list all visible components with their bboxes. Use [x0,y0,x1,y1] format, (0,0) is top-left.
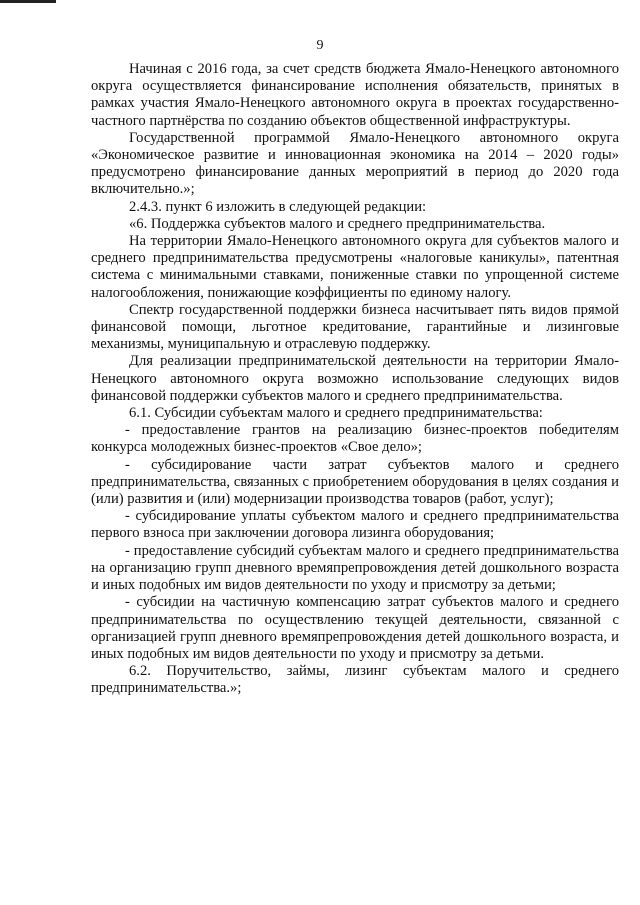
section-heading-6: «6. Поддержка субъектов малого и среднего предпринимательства. [129,215,546,232]
paragraph-state-program: Государственной программой Ямало-Ненецкого автономного округа «Экономическое развитие и инновационная экономика на 2014 – 2020 годы» предусмотрено финансирование данных мероприятий в период до 2020 года включительно.»; [91,129,619,198]
paragraph-item-2-4-3: 2.4.3. пункт 6 изложить в следующей редакции: [129,198,427,215]
paragraph-tax-benefits: На территории Ямало-Ненецкого автономного округа для субъектов малого и среднего предпринимательства предусмотрены «налоговые каникулы», патентная система с минимальными ставками, пониженные ставки по упрощенной системе налогообложения, понижающие коэффициенты по единому налогу. [91,233,619,301]
list-item-compensation-subsidy: - субсидии на частичную компенсацию затрат субъектов малого и среднего предпринимательства по осуществлению текущей деятельности, связанной с организацией групп дневного времяпрепровождения детей дошкольного возраста, и иных подобных им видов деятельности по уходу и присмотру за детьми. [91,594,619,662]
section-heading-6-1: 6.1. Субсидии субъектам малого и среднего предпринимательства: [129,405,543,422]
paragraph-financing-2016: Начиная с 2016 года, за счет средств бюджета Ямало-Ненецкого автономного округа осуществляется финансирование исполнения обязательств, принятых в рамках участия Ямало-Ненецкого автономного округа в проектах государственно-частного партнёрства по созданию объектов общественной инфраструктуры. [91,61,619,129]
page-number: 9 [316,38,324,53]
list-item-leasing-subsidy: - субсидирование уплаты субъектом малого и среднего предпринимательства первого взноса при заключении договора лизинга оборудования; [91,508,619,542]
list-item-equipment-subsidy: - субсидирование части затрат субъектов малого и среднего предпринимательства, связанных с приобретением оборудования в целях создания и (или) развития и (или) модернизации производства товаров (работ, услуг); [91,456,619,508]
document-body [91,61,619,698]
paragraph-support-spectrum: Спектр государственной поддержки бизнеса насчитывает пять видов прямой финансовой помощи, льготное кредитование, гарантийные и лизинговые механизмы, муниципальную и отраслевую поддержку. [91,301,619,353]
list-item-childcare-subsidy: - предоставление субсидий субъектам малого и среднего предпринимательства на организацию групп дневного времяпрепровождения детей дошкольного возраста и иных подобных им видов деятельности по уходу и присмотру за детьми; [91,542,619,594]
paragraph-support-types: Для реализации предпринимательской деятельности на территории Ямало-Ненецкого автономного округа возможно использование следующих видов финансовой поддержки субъектов малого и среднего предпринимательства. [91,353,619,404]
list-item-grants: - предоставление грантов на реализацию бизнес-проектов победителям конкурса молодежных бизнес-проектов «Свое дело»; [91,422,619,456]
corner-mark [0,0,56,3]
section-heading-6-2: 6.2. Поручительство, займы, лизинг субъектам малого и среднего предпринимательства.»; [91,663,619,697]
